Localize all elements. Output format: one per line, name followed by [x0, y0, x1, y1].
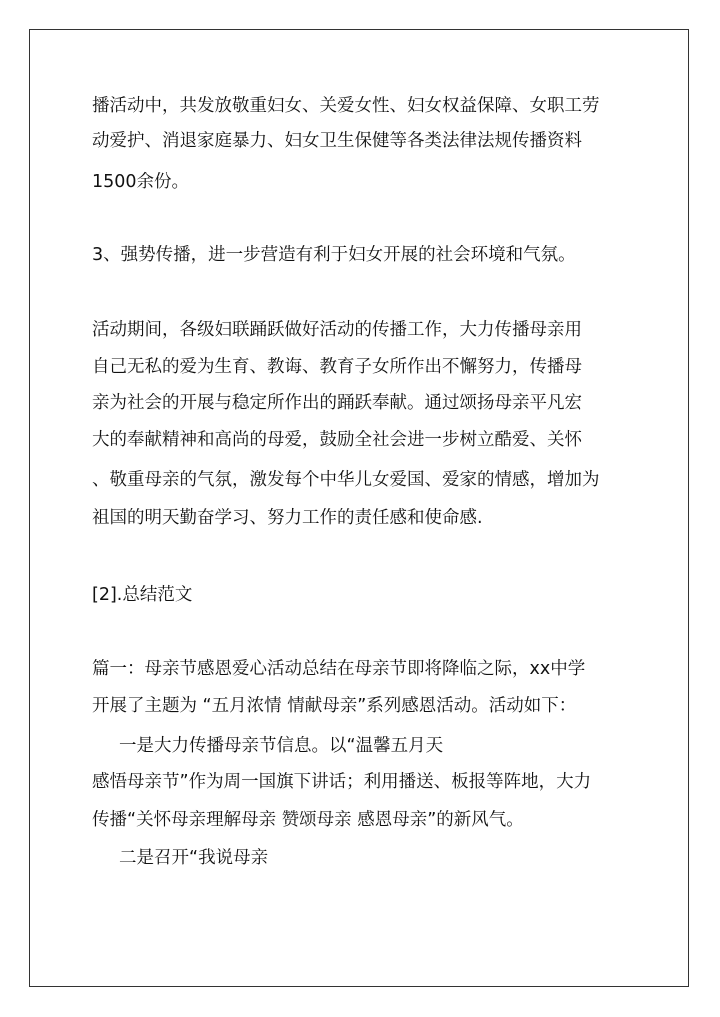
paragraph-line-12: 篇一：母亲节感恩爱心活动总结在母亲节即将降临之际，xx中学 — [92, 659, 586, 679]
paragraph-line-7: 亲为社会的开展与稳定所作出的踊跃奉献。通过颂扬母亲平凡宏 — [92, 393, 582, 413]
paragraph-line-3: 1500余份。 — [92, 172, 190, 192]
paragraph-line-2: 动爱护、消退家庭暴力、妇女卫生保健等各类法律法规传播资料 — [92, 131, 582, 151]
paragraph-line-1: 播活动中，共发放敬重妇女、关爱女性、妇女权益保障、女职工劳 — [92, 96, 600, 116]
paragraph-line-13: 开展了主题为 “五月浓情 情献母亲”系列感恩活动。活动如下： — [92, 696, 577, 716]
paragraph-line-10: 祖国的明天勤奋学习、努力工作的责任感和使命感. — [92, 508, 483, 528]
paragraph-line-8: 大的奉献精神和高尚的母爱，鼓励全社会进一步树立酷爱、关怀 — [92, 430, 582, 450]
paragraph-line-9: 、敬重母亲的气氛，激发每个中华儿女爱国、爱家的情感，增加为 — [92, 470, 600, 490]
section-heading-3: 3、强势传播，进一步营造有利于妇女开展的社会环境和气氛。 — [92, 245, 576, 265]
paragraph-line-5: 活动期间，各级妇联踊跃做好活动的传播工作，大力传播母亲用 — [92, 320, 582, 340]
paragraph-line-15: 感悟母亲节”作为周一国旗下讲话；利用播送、板报等阵地，大力 — [92, 772, 592, 792]
section-heading-summary: [2].总结范文 — [92, 585, 193, 605]
paragraph-line-17: 二是召开“我说母亲 — [119, 848, 269, 868]
paragraph-line-14: 一是大力传播母亲节信息。以“温馨五月天 — [119, 736, 444, 756]
paragraph-line-16: 传播“关怀母亲理解母亲 赞颂母亲 感恩母亲”的新风气。 — [92, 810, 524, 830]
paragraph-line-6: 自己无私的爱为生育、教诲、教育子女所作出不懈努力，传播母 — [92, 357, 582, 377]
